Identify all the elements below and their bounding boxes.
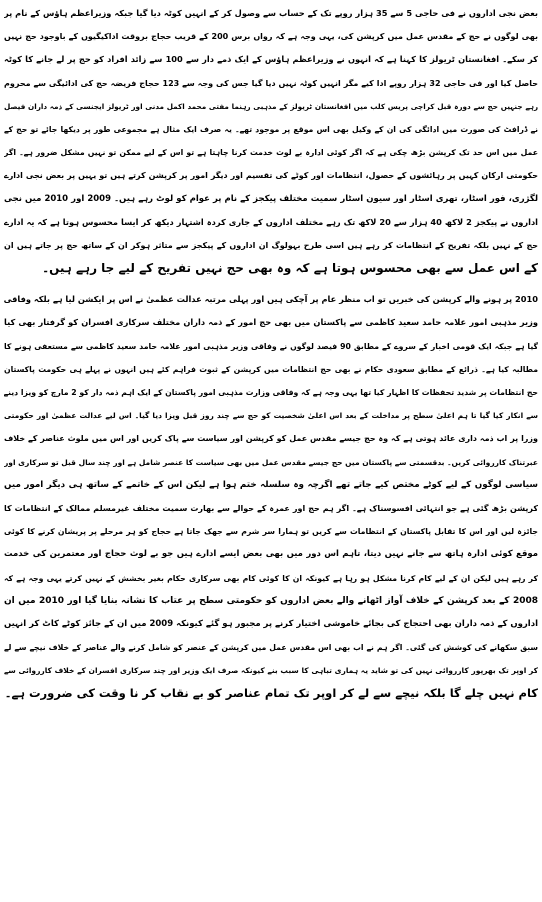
text-line: لگژری، فور اسٹار، تھری اسٹار اور سیون اسٹار سمیت مختلف پیکجز کے نام پر عوام کو لوٹ رہے ہیں۔ 2009 اور 2010 میں نجی [4, 193, 538, 204]
text-line: 2008 کے بعد کرپشن کے خلاف آواز اٹھانے والے بعض اداروں کو حکومتی سطح پر عتاب کا نشانہ بنایا گیا اور 2010 میں ان [4, 595, 538, 606]
text-line: کام نہیں چلے گا بلکہ نیچے سے لے کر اوپر تک تمام عناصر کو بے نقاب کر نا وقت کی ضرورت ہے۔ [4, 686, 538, 701]
text-line: وزیر مذہبی امور علامہ حامد سعید کاظمی سے پاکستان میں بھی حج امور کے ذمہ داران مختلف سرکاری افسران کو گرفتار بھی کیا [4, 317, 538, 328]
article-paragraph-1 [4, 2, 538, 280]
text-line: اداروں کے ذمہ داران بھی احتجاج کی بجائے خاموشی اختیار کرنے پر مجبور ہو گئے کیونکہ 2009 میں ان کے جائز کوٹے کاٹ کر انہیں [4, 618, 538, 629]
text-line: مطالبہ کیا ہے۔ ذرائع کے مطابق سعودی حکام نے بھی حج انتظامات میں کرپشن کے ثبوت فراہم کئے ہیں انہوں نے پہلے ہی حکومت پاکستان [4, 364, 538, 374]
article-paragraph-2 [4, 288, 538, 705]
text-line: کرپشن بڑھ گئی ہے جو انتہائی افسوسناک ہے۔ اگر ہم حج اور عمرہ کے حوالے سے بھارت سمیت مختلف غیرمسلم ممالک کے انتظامات کا [4, 503, 538, 513]
text-line: گیا ہے جبکہ ایک قومی اخبار کے سروے کے مطابق 90 فیصد لوگوں نے وفاقی وزیر مذہبی امور علامہ حامد سعید کاظمی سے مستعفی ہونے کا [4, 341, 538, 351]
text-line: سبق سکھانے کی کوشش کی گئی۔ اگر ہم نے اب بھی اس مقدس عمل میں کرپشن کے عنصر کو شامل کرنے والے عناصر کے خلاف نیچے سے لے [4, 643, 538, 653]
text-line: کر سکے۔ افغانستان ٹریولز کا کہنا ہے کہ انہوں نے وزیراعظم ہاؤس کے ایک ذمے دار سے 100 سے زائد افراد کو حج پر لے جانے کا کوٹہ [4, 54, 538, 65]
text-line: عبرتناک کارروائی کریں۔ بدقسمتی سے پاکستان میں حج جیسے مقدس عمل میں بھی سیاست کا عنصر شامل ہے اور چند سال قبل تو سرکاری اور [4, 457, 538, 467]
text-line: سے انکار کیا گیا تا ہم اعلیٰ سطح پر مداخلت کے بعد اس اعلیٰ شخصیت کو حج سے چند روز قبل ویزا دیا گیا۔ اس لیے عدالت عظمیٰ اور حکومتی [4, 411, 538, 421]
text-line: کے اس عمل سے بھی محسوس ہوتا ہے کہ وہ بھی حج نہیں تفریح کے لیے جا رہے ہیں۔ [42, 261, 538, 276]
text-line: اداروں نے پیکجز 2 لاکھ 40 ہزار سے 20 لاکھ تک رہے مختلف اداروں کے جاری کردہ اشتہار دیکھ کر ایسا محسوس ہوتا ہے کہ یہ ادارے [4, 216, 538, 227]
text-line: جائزہ لیں اور اس کا تقابل پاکستان کے انتظامات سے کریں تو ہمارا سر شرم سے جھک جاتا ہے حجاج کو ہر مرحلے پر پریشان کرنے کا کوئی [4, 527, 538, 537]
text-line: حج کے نہیں بلکہ تفریح کے انتظامات کر رہے ہیں اسی طرح بہولوگ ان اداروں کے پیکجز سے متاثر ہوکر ان کے ساتھ حج پر جاتے ہیں ان [4, 240, 538, 250]
text-line: کر رہے ہیں لیکن ان کے لیے کام کرنا مشکل ہو رہا ہے کیونکہ ان کا کوئی کام بھی سرکاری حکام بغیر بخشش کے نہیں کرتے یہی وجہ ہے کہ [4, 573, 538, 583]
text-line: حاصل کیا اور فی حاجی 32 ہزار روپے ادا کیے مگر انہیں کوٹہ نہیں دیا گیا جس کی وجہ سے 123 حجاج فریضہ حج کی ادائیگی سے محروم [4, 78, 538, 88]
text-line: 2010 پر ہونے والے کرپشن کی خبریں تو اب منظر عام پر آچکی ہیں اور پہلی مرتبہ عدالت عظمیٰ نے اس پر ایکشن لیا ہے بلکہ وفاقی [4, 294, 538, 305]
text-line: بعض نجی اداروں نے فی حاجی 5 سے 35 ہزار روپے تک کے حساب سے وصول کر کے انہیں کوٹہ دیا گیا جبکہ وزیراعظم ہاؤس کے نام پر [4, 8, 538, 18]
text-line: رہے جنہیں حج سے دورہ قبل کراچی پریس کلب میں افغانستان ٹریولز کے مذہبی رہنما مفتی محمد اکمل مدنی اور ٹریولز ایجنسی کے ذمہ داران فیصل [4, 101, 538, 111]
text-line: بھی لوگوں نے حج کے مقدس عمل میں کرپشن کی، یہی وجہ ہے کہ رواں برس 200 کے قریب حجاج بروقت اداکیگیوں کے باوجود حج نہیں [4, 32, 538, 42]
text-line: موقع کوئی ادارہ ہاتھ سے جانے نہیں دیتا، تاہم اس دور میں بھی بعض ایسے ادارے ہیں جو بے لوث حجاج اور معتمرین کی خدمت [4, 549, 538, 560]
text-line: حج انتظامات پر شدید تحفظات کا اظہار کیا تھا یہی وجہ ہے کہ وفاقی وزارت مذہبی امور پاکستان کے ایک اہم ذمہ دار کو 2 مارچ کو ویزا دینے [4, 388, 538, 397]
text-line: وزرا پر اب ذمہ داری عائد ہوتی ہے کہ وہ حج جیسے مقدس عمل کو کرپشن اور سیاست سے پاک کریں اور اس میں ملوث عناصر کے خلاف [4, 434, 538, 444]
text-line: نے ڈرافٹ کی صورت میں ادائگی کی ان کے وکیل بھی اس موقع پر موجود تھے۔ یہ صرف ایک مثال ہے مجموعی طور پر دیکھا جائے تو حج کے [4, 124, 538, 134]
text-line: حکومتی ارکان کہیں پر رہائشوں کے حصول، انتظامات اور کوٹے کی تقسیم اور دیگر امور پر کرپشن کرتے ہیں تو یہیں پر بعض نجی ادارے [4, 171, 538, 181]
text-line: کر اوپر تک بھرپور کارروائی نہیں کی تو شاید یہ ہماری تباہی کا سبب بنے کیونکہ صرف ایک وزیر اور چند سرکاری افسران کے خلاف کارروائی سے [4, 666, 538, 676]
text-line: عمل میں اس حد تک کرپشن بڑھ چکی ہے کہ اگر کوئی ادارہ بے لوث خدمت کرنا چاہتا ہے تو اس کے لیے ممکن تو نہیں مشکل ضرور ہے۔ اگر [4, 148, 538, 158]
text-line: سیاسی لوگوں کے لیے کوٹے مختص کیے جاتے تھے اگرچہ وہ سلسلہ ختم ہوا ہے لیکن اس کے خاتمے کے ساتھ ہی دیگر امور میں [4, 479, 538, 490]
